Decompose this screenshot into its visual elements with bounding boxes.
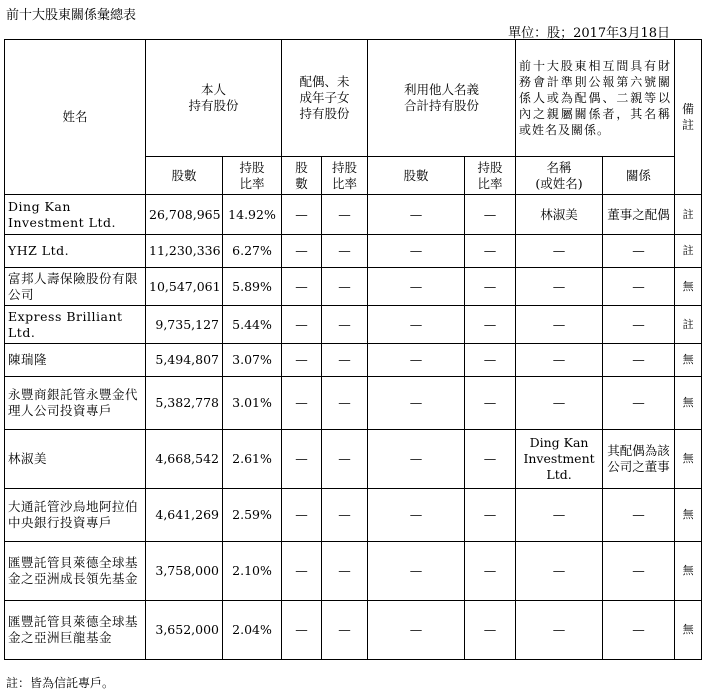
cell-ot-ratio: — [465,542,516,601]
cell-ratio: 3.07% [223,344,282,377]
cell-relation: — [603,489,675,542]
table-row [5,542,702,601]
cell-ot-shares: — [368,195,465,235]
cell-ratio: 2.10% [223,542,282,601]
cell-ot-shares: — [368,601,465,660]
header-name: 姓名 [5,40,146,195]
cell-sp-shares: — [282,542,322,601]
header-others-label: 利用他人名義 合計持有股份 [404,82,480,113]
cell-rel-name: 林淑美 [516,195,603,235]
cell-rel-name: — [516,235,603,268]
cell-shares: 3,758,000 [146,542,223,601]
table-row [5,430,702,489]
cell-ratio: 2.59% [223,489,282,542]
cell-sp-ratio: — [322,430,368,489]
cell-name: 永豐商銀託管永豐金代理人公司投資專戶 [5,377,146,430]
cell-remark: 無 [675,601,702,660]
cell-ot-ratio: — [465,377,516,430]
cell-shares: 9,735,127 [146,306,223,344]
cell-name: Ding Kan Investment Ltd. [5,195,146,235]
header-others-ratio [465,157,516,195]
cell-remark: 無 [675,430,702,489]
cell-shares: 26,708,965 [146,195,223,235]
header-relation: 關係 [603,157,675,195]
cell-sp-shares: — [282,430,322,489]
header-rel-name [516,157,603,195]
header-remark: 備註 [675,40,702,195]
table-row [5,235,702,268]
cell-ratio: 5.44% [223,306,282,344]
header-rel-name-label: 名稱 (或姓名) [535,159,583,191]
cell-ot-shares: — [368,268,465,306]
header-spouse-shares [282,157,322,195]
cell-rel-name: — [516,377,603,430]
cell-ot-shares: — [368,542,465,601]
cell-shares: 11,230,336 [146,235,223,268]
table-row [5,306,702,344]
cell-remark: 無 [675,344,702,377]
cell-ot-ratio: — [465,268,516,306]
cell-remark: 無 [675,542,702,601]
cell-remark: 無 [675,377,702,430]
table-row [5,268,702,306]
cell-shares: 5,382,778 [146,377,223,430]
cell-relation: — [603,344,675,377]
cell-sp-ratio: — [322,489,368,542]
cell-ot-shares: — [368,344,465,377]
cell-sp-ratio: — [322,195,368,235]
cell-sp-ratio: — [322,306,368,344]
table-row [5,344,702,377]
cell-ratio: 2.04% [223,601,282,660]
header-others-ratio-label: 持股 比率 [477,159,503,191]
header-shares: 股數 [146,157,223,195]
cell-relation: — [603,377,675,430]
table-row [5,601,702,660]
cell-remark: 無 [675,268,702,306]
cell-name: 大通託管沙烏地阿拉伯中央銀行投資專戶 [5,489,146,542]
cell-ot-shares: — [368,489,465,542]
shareholder-table [4,39,702,660]
header-self-label: 本人 持有股份 [188,82,239,113]
page-title: 前十大股東關係彙總表 [6,8,137,23]
cell-name: 匯豐託管貝萊德全球基金之亞洲巨龍基金 [5,601,146,660]
cell-ot-ratio: — [465,306,516,344]
cell-ot-ratio: — [465,344,516,377]
cell-name: 陳瑞隆 [5,344,146,377]
table-row [5,489,702,542]
cell-name: 林淑美 [5,430,146,489]
cell-sp-ratio: — [322,268,368,306]
cell-name: YHZ Ltd. [5,235,146,268]
cell-ot-shares: — [368,235,465,268]
cell-ratio: 14.92% [223,195,282,235]
cell-sp-shares: — [282,489,322,542]
cell-shares: 4,641,269 [146,489,223,542]
header-spouse-ratio-label: 持股 比率 [332,159,358,191]
cell-shares: 3,652,000 [146,601,223,660]
cell-remark: 註 [675,235,702,268]
cell-relation: — [603,306,675,344]
cell-rel-name: — [516,489,603,542]
cell-ot-shares: — [368,306,465,344]
cell-relation: — [603,268,675,306]
cell-remark: 註 [675,195,702,235]
cell-relation: 其配偶為該公司之董事 [603,430,675,489]
header-spouse [282,40,368,157]
cell-remark: 無 [675,489,702,542]
cell-name: Express Brilliant Ltd. [5,306,146,344]
header-others-shares: 股數 [368,157,465,195]
cell-relation: — [603,601,675,660]
cell-relation: — [603,235,675,268]
cell-sp-ratio: — [322,235,368,268]
cell-ot-ratio: — [465,489,516,542]
cell-sp-shares: — [282,601,322,660]
table-row [5,195,702,235]
cell-ot-ratio: — [465,601,516,660]
cell-sp-shares: — [282,195,322,235]
cell-sp-ratio: — [322,601,368,660]
cell-rel-name: Ding Kan Investment Ltd. [516,430,603,489]
cell-rel-name: — [516,344,603,377]
cell-ratio: 2.61% [223,430,282,489]
cell-sp-ratio: — [322,377,368,430]
cell-rel-name: — [516,542,603,601]
cell-shares: 4,668,542 [146,430,223,489]
cell-ot-shares: — [368,430,465,489]
unit-label: 單位：股；2017年3月18日 [508,26,670,41]
cell-rel-name: — [516,306,603,344]
cell-remark: 註 [675,306,702,344]
header-spouse-ratio [322,157,368,195]
header-ratio [223,157,282,195]
cell-ot-ratio: — [465,430,516,489]
cell-ot-ratio: — [465,195,516,235]
cell-sp-shares: — [282,306,322,344]
header-spouse-shares-label: 股 數 [295,159,308,191]
cell-sp-ratio: — [322,542,368,601]
cell-ot-ratio: — [465,235,516,268]
header-related: 前十大股東相互間具有財務會計準則公報第六號關係人或為配偶、二親等以內之親屬關係者，其名稱或姓名及關係。 [516,40,675,157]
cell-rel-name: — [516,601,603,660]
cell-shares: 5,494,807 [146,344,223,377]
table-row [5,377,702,430]
cell-rel-name: — [516,268,603,306]
cell-relation: — [603,542,675,601]
cell-name: 富邦人壽保險股份有限公司 [5,268,146,306]
cell-ratio: 5.89% [223,268,282,306]
footnote: 註：皆為信託專戶。 [6,676,115,690]
cell-sp-shares: — [282,268,322,306]
header-ratio-label: 持股 比率 [239,159,265,191]
cell-relation: 董事之配偶 [603,195,675,235]
cell-ratio: 6.27% [223,235,282,268]
header-spouse-label: 配偶、未 成年子女 持有股份 [299,74,350,121]
header-others [368,40,516,157]
cell-sp-ratio: — [322,344,368,377]
cell-shares: 10,547,061 [146,268,223,306]
cell-ratio: 3.01% [223,377,282,430]
cell-sp-shares: — [282,235,322,268]
cell-ot-shares: — [368,377,465,430]
cell-name: 匯豐託管貝萊德全球基金之亞洲成長領先基金 [5,542,146,601]
header-self [146,40,282,157]
cell-sp-shares: — [282,344,322,377]
cell-sp-shares: — [282,377,322,430]
